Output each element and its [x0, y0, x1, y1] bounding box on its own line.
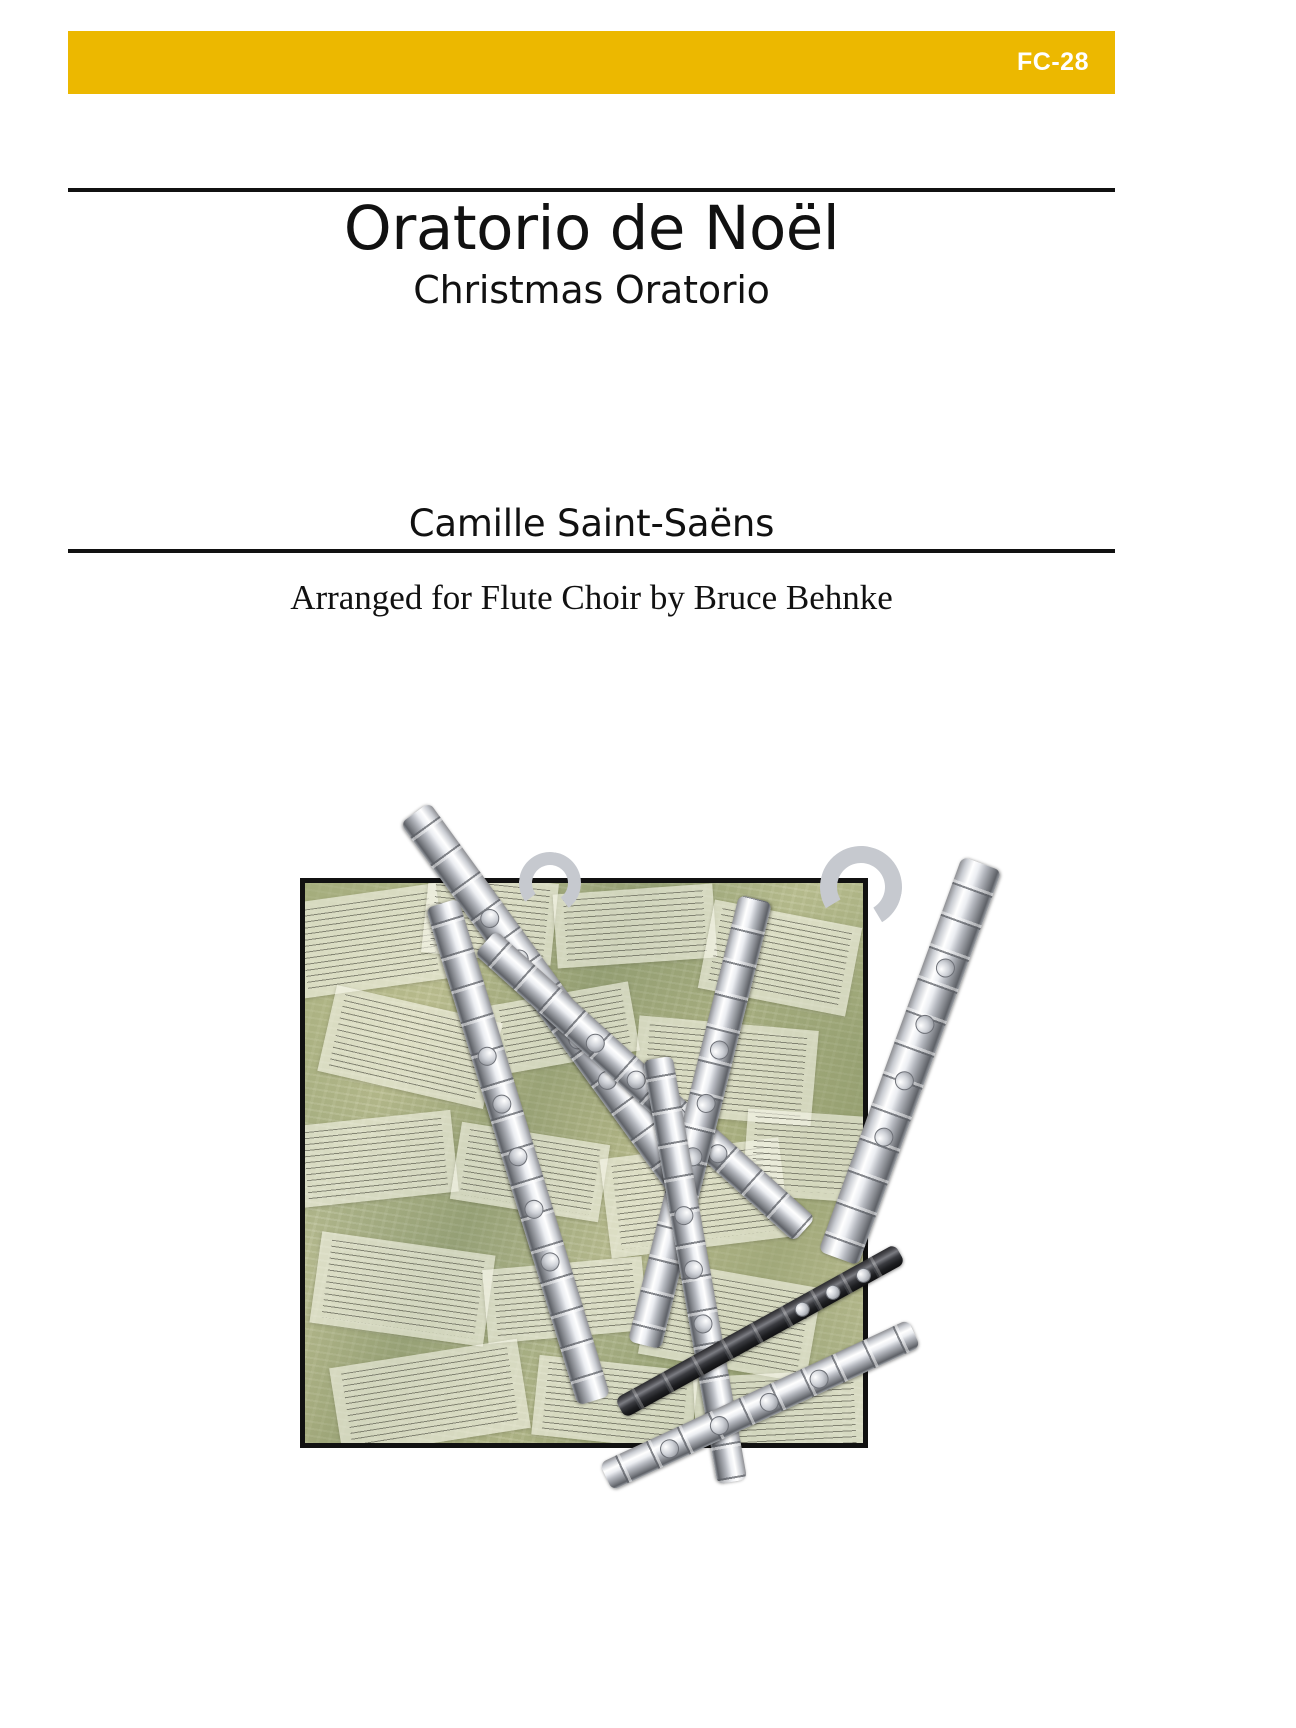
flute-5-key-dot [892, 1069, 916, 1093]
composer-name: Camille Saint-Saëns [408, 502, 775, 545]
title-rule-bottom [68, 549, 1115, 553]
flute-5-key-dot [933, 956, 957, 980]
title-rule-top [68, 188, 1115, 192]
arranger-credit: Arranged for Flute Choir by Bruce Behnke [290, 578, 893, 617]
sheet-music-collage [305, 883, 863, 1443]
cover-artwork [300, 878, 868, 1448]
flute-5-key-dot [913, 1012, 937, 1036]
page-subtitle: Christmas Oratorio [413, 267, 770, 312]
catalog-code: FC-28 [1017, 48, 1089, 76]
title-block [68, 193, 1115, 313]
flute-5-key-dot [872, 1125, 896, 1149]
page-title: Oratorio de Noël [343, 193, 840, 264]
catalog-bar [68, 31, 1115, 94]
